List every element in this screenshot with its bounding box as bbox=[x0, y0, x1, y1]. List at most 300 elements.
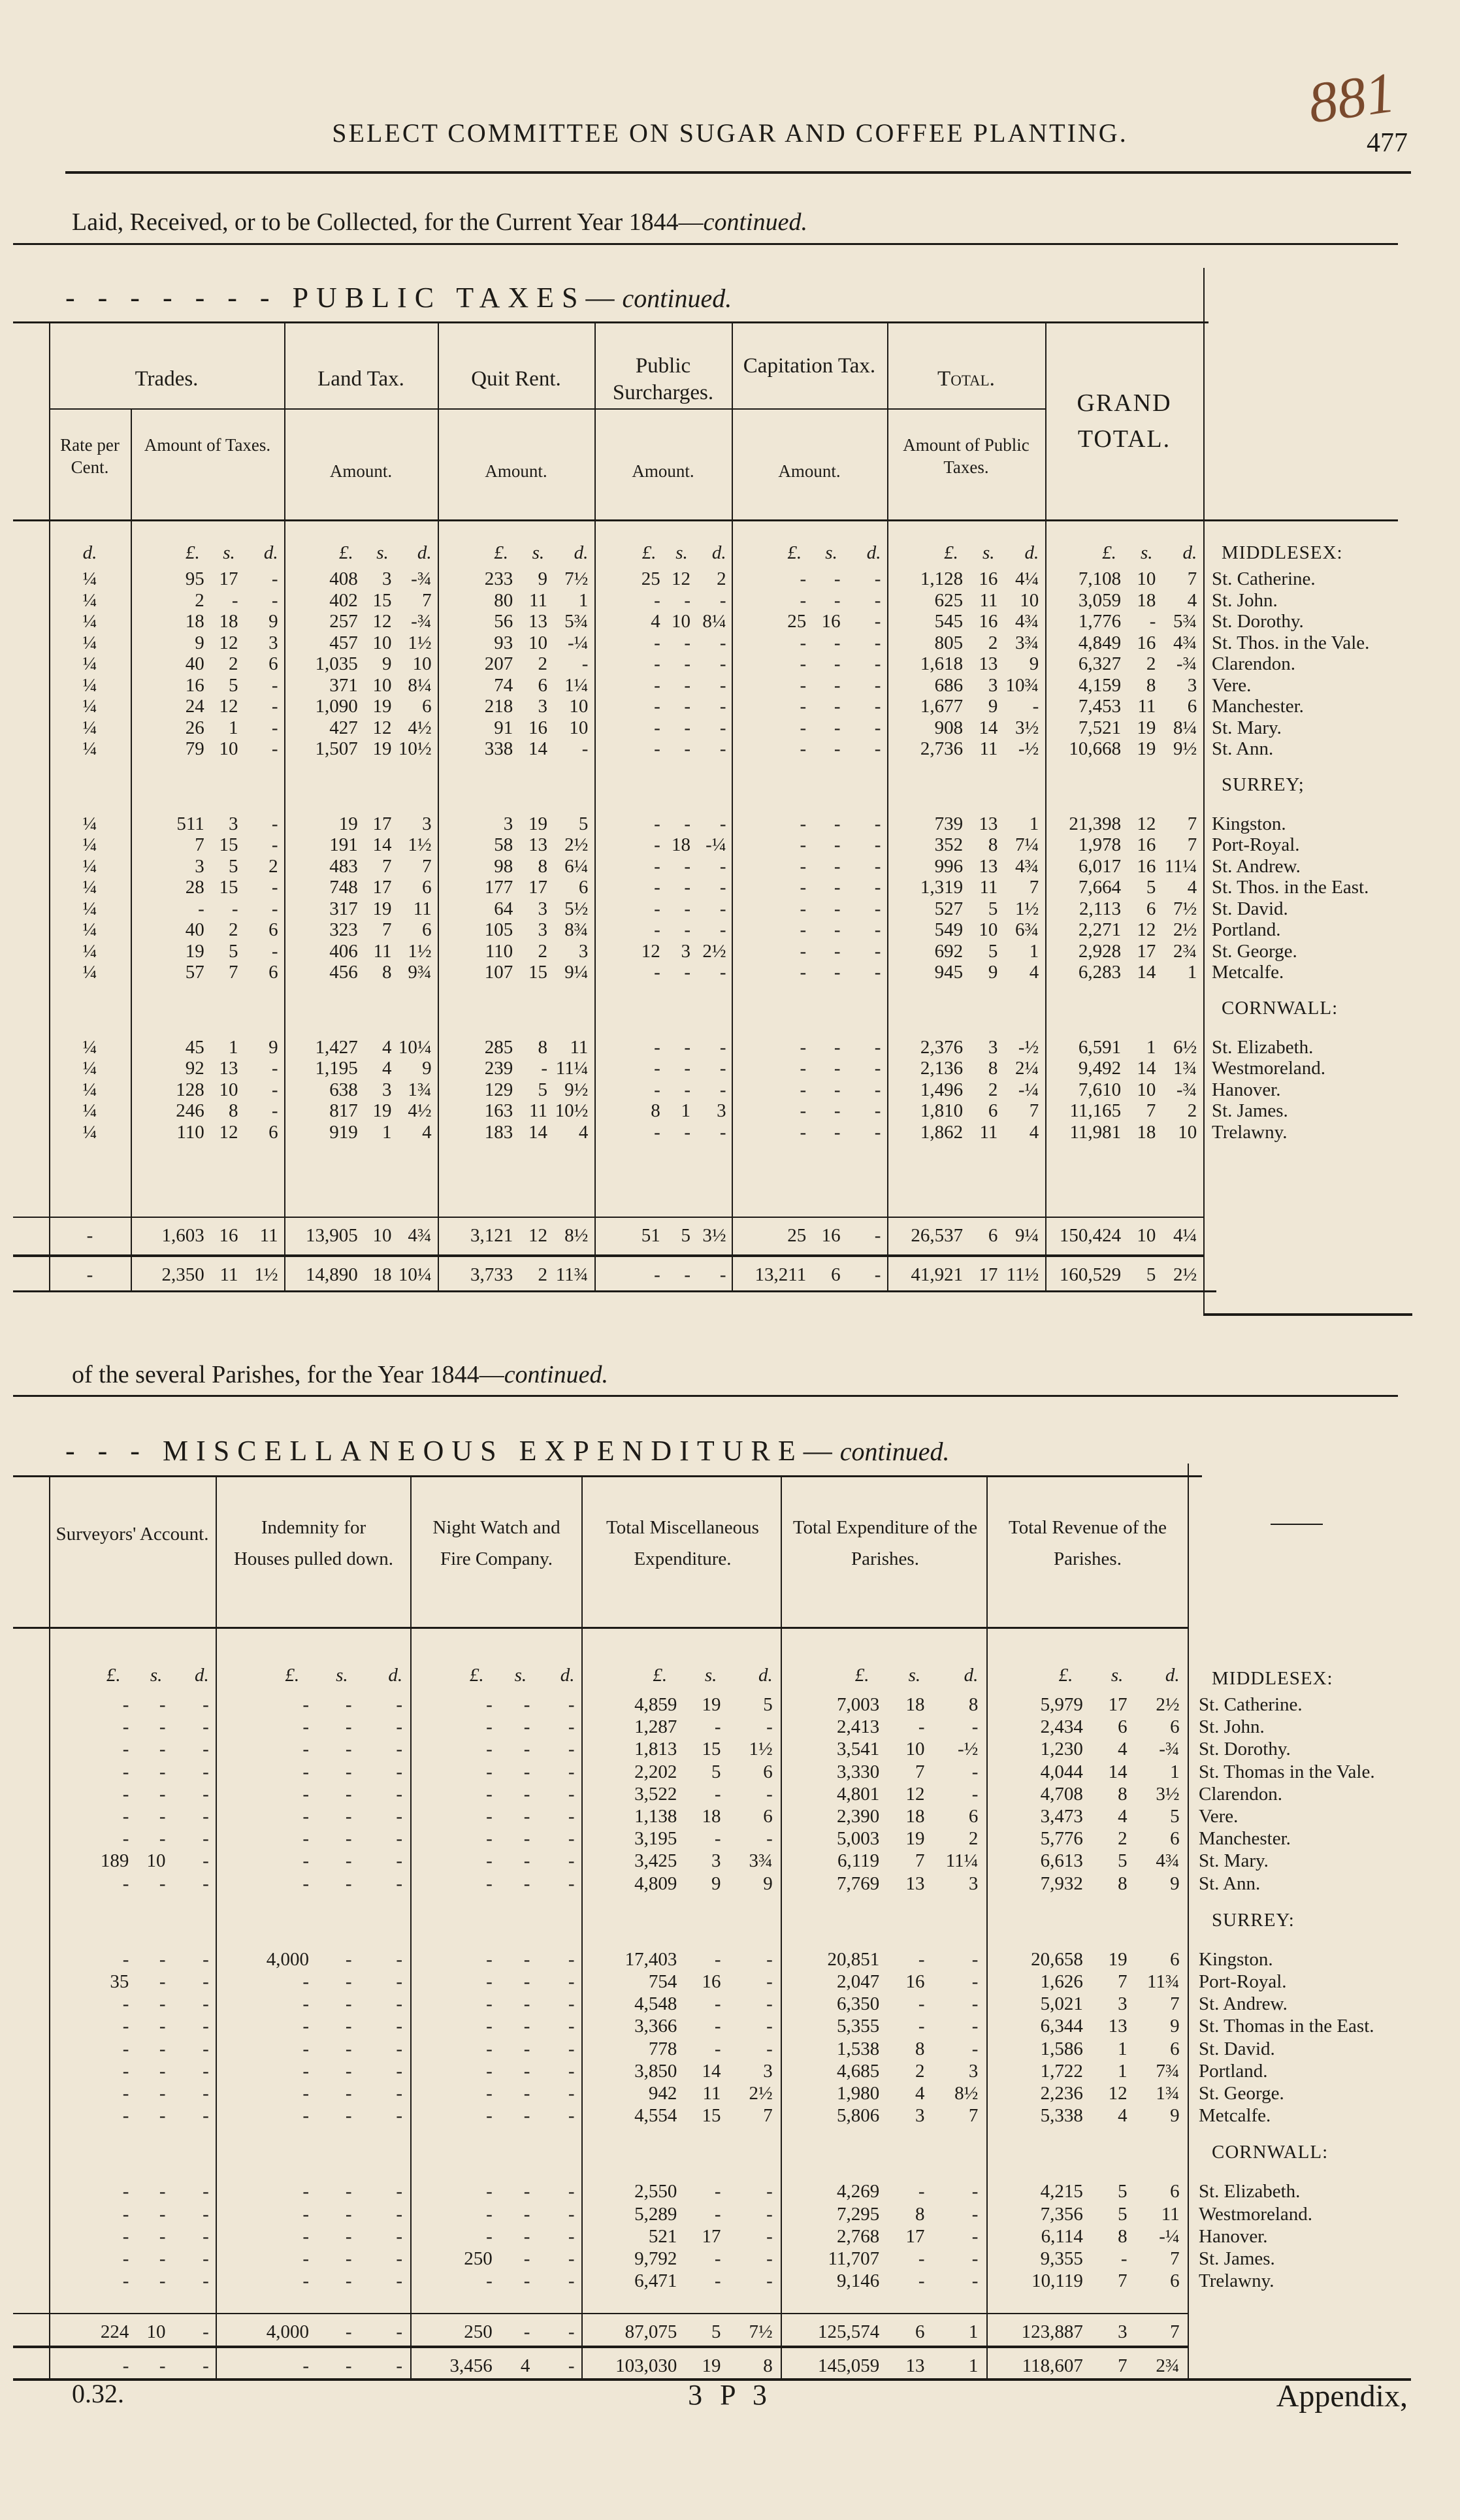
cell-cap-shillings: - bbox=[834, 674, 841, 696]
cell-cap-pounds: - bbox=[800, 717, 807, 738]
cell-ind-pence: - bbox=[396, 2248, 403, 2269]
cell-misc-pounds: 4,809 bbox=[634, 1873, 677, 1894]
cell-rev-shillings: 4 bbox=[1118, 2105, 1127, 2127]
parish-name: Vere. bbox=[1212, 674, 1252, 696]
cell-cap-pounds: - bbox=[800, 632, 807, 653]
cell-rev-pounds: 1,230 bbox=[1040, 1739, 1083, 1760]
cell-total-pence: 9 bbox=[1029, 653, 1039, 674]
cell-sur-shillings: - bbox=[684, 1121, 690, 1143]
parish-name: Kingston. bbox=[1212, 813, 1286, 834]
cell-night-pence: - bbox=[568, 2225, 575, 2247]
grid-line bbox=[13, 1627, 1188, 1629]
cell-rev-shillings: 7 bbox=[1118, 1971, 1127, 1992]
cell-misc-pounds: 6,471 bbox=[634, 2270, 677, 2292]
cell-ind-pounds: - bbox=[302, 2270, 310, 2292]
cell-night-pence: - bbox=[568, 1716, 575, 1738]
cell-night-shillings: - bbox=[523, 1783, 530, 1805]
total-total-shillings: 6 bbox=[988, 1225, 998, 1246]
cell-cap-shillings: - bbox=[834, 1058, 841, 1079]
unit-label: s. bbox=[223, 542, 235, 563]
unit-label: s. bbox=[1141, 542, 1153, 563]
cell-grand-pounds: 2,113 bbox=[1079, 898, 1122, 919]
cell-land-pounds: 191 bbox=[329, 834, 358, 855]
cell-grand-shillings: 5 bbox=[1146, 877, 1156, 898]
cell-trades-shillings: - bbox=[231, 589, 238, 611]
cell-land-pounds: 317 bbox=[329, 898, 358, 919]
cell-grand-shillings: 10 bbox=[1137, 568, 1156, 589]
cell-surv-pence: - bbox=[203, 1806, 209, 1827]
cell-surv-shillings: - bbox=[159, 1873, 166, 1894]
parish-name: St. Thos. in the East. bbox=[1212, 877, 1369, 898]
cell-exp-pounds: 1,980 bbox=[836, 2083, 880, 2104]
cell-trades-pounds: 18 bbox=[185, 611, 204, 632]
cell-rev-shillings: 1 bbox=[1118, 2038, 1127, 2059]
cell-sur-shillings: - bbox=[684, 898, 690, 919]
cell-trades-shillings: 8 bbox=[228, 1100, 238, 1121]
cell-land-shillings: 4 bbox=[381, 1058, 392, 1079]
cell-total-pence: 7 bbox=[1029, 1100, 1039, 1121]
cell-total-pence: 1½ bbox=[1015, 898, 1039, 919]
cell-cap-pence: - bbox=[874, 738, 881, 759]
cell-night-pence: - bbox=[568, 2016, 575, 2037]
rate-per-cent: ¼ bbox=[82, 611, 97, 632]
cell-ind-pounds: - bbox=[302, 2038, 310, 2059]
top-banner: - - - - - - - PUBLIC TAXES—continued. bbox=[65, 282, 732, 314]
total-surv-shillings: 10 bbox=[146, 2321, 166, 2342]
cell-quit-shillings: 8 bbox=[538, 855, 547, 877]
cell-grand-pence: 4¾ bbox=[1173, 632, 1197, 653]
cell-quit-pence: 3 bbox=[578, 940, 589, 962]
cell-night-pence: - bbox=[568, 1850, 575, 1872]
unit-label: £. bbox=[494, 542, 508, 563]
cell-night-pounds: - bbox=[486, 1850, 493, 1872]
cell-surv-shillings: - bbox=[159, 2083, 166, 2104]
cell-total-pounds: 1,862 bbox=[920, 1121, 964, 1143]
cell-misc-shillings: - bbox=[714, 1993, 721, 2015]
cell-night-pounds: - bbox=[486, 1694, 493, 1715]
cell-misc-pence: - bbox=[766, 2181, 773, 2202]
cell-grand-pence: 8¼ bbox=[1173, 717, 1197, 738]
cell-total-shillings: 13 bbox=[979, 813, 998, 834]
cell-ind-pence: - bbox=[396, 1850, 403, 1872]
cell-night-shillings: - bbox=[523, 2060, 530, 2082]
total-cap-pence: - bbox=[874, 1264, 881, 1285]
col-header-amount: Amount. bbox=[632, 461, 694, 481]
cell-land-pounds: 406 bbox=[329, 940, 358, 962]
col-header-total: Total. bbox=[937, 367, 995, 391]
cell-exp-shillings: 18 bbox=[905, 1694, 925, 1715]
cell-trades-pence: - bbox=[271, 1058, 278, 1079]
total-grand-shillings: 5 bbox=[1146, 1264, 1156, 1285]
cell-quit-pounds: 74 bbox=[494, 674, 513, 696]
cell-exp-pounds: 3,541 bbox=[836, 1739, 880, 1760]
cell-night-shillings: - bbox=[523, 1806, 530, 1827]
cell-grand-pounds: 6,283 bbox=[1078, 962, 1122, 983]
cell-night-shillings: - bbox=[523, 2105, 530, 2127]
cell-night-pounds: - bbox=[486, 1739, 493, 1760]
cell-total-shillings: 5 bbox=[988, 898, 998, 919]
cell-total-pounds: 996 bbox=[934, 855, 964, 877]
cell-night-pence: - bbox=[568, 1828, 575, 1850]
unit-label: £. bbox=[787, 542, 802, 563]
cell-quit-pounds: 163 bbox=[484, 1100, 513, 1121]
unit-label: s. bbox=[1111, 1665, 1124, 1686]
cell-surv-pence: - bbox=[203, 1993, 209, 2015]
page-title: SELECT COMMITTEE ON SUGAR AND COFFEE PLANTING. bbox=[332, 118, 1128, 148]
cell-trades-pounds: 110 bbox=[176, 1121, 204, 1143]
cell-cap-pounds: - bbox=[800, 568, 807, 589]
cell-exp-shillings: - bbox=[918, 2270, 925, 2292]
cell-quit-shillings: 16 bbox=[528, 717, 547, 738]
page-number: 477 bbox=[1367, 128, 1408, 158]
cell-night-pence: - bbox=[568, 1761, 575, 1782]
cell-exp-pounds: 2,413 bbox=[836, 1716, 880, 1738]
cell-rev-shillings: 6 bbox=[1118, 1716, 1127, 1738]
cell-grand-pounds: 1,776 bbox=[1078, 611, 1122, 632]
total-land-shillings: 18 bbox=[372, 1264, 392, 1285]
cell-grand-shillings: 16 bbox=[1137, 632, 1156, 653]
rate-per-cent: ¼ bbox=[82, 940, 97, 962]
cell-total-shillings: 11 bbox=[979, 589, 998, 611]
cell-misc-shillings: 5 bbox=[711, 1761, 721, 1782]
cell-ind-pounds: - bbox=[302, 2248, 310, 2269]
cell-rev-pence: -¾ bbox=[1159, 1739, 1180, 1760]
cell-ind-pounds: - bbox=[302, 2203, 310, 2225]
cell-misc-pounds: 942 bbox=[648, 2083, 677, 2104]
cell-ind-shillings: - bbox=[345, 1739, 352, 1760]
cell-land-pence: 4 bbox=[422, 1121, 432, 1143]
cell-rev-shillings: 8 bbox=[1118, 1873, 1127, 1894]
cell-cap-pence: - bbox=[874, 834, 881, 855]
cell-exp-pence: - bbox=[971, 1993, 979, 2015]
cell-sur-pounds: - bbox=[654, 1079, 660, 1100]
cell-land-shillings: 1 bbox=[381, 1121, 392, 1143]
cell-sur-pounds: - bbox=[654, 717, 660, 738]
cell-trades-pence: - bbox=[271, 717, 278, 738]
cell-exp-pence: - bbox=[971, 2203, 979, 2225]
parish-name: St. Thomas in the Vale. bbox=[1199, 1761, 1375, 1782]
cell-cap-pence: - bbox=[874, 1079, 881, 1100]
cell-sur-shillings: - bbox=[684, 1058, 690, 1079]
cell-sur-pounds: - bbox=[654, 962, 660, 983]
cell-quit-pence: 2½ bbox=[564, 834, 589, 855]
cell-surv-pence: - bbox=[203, 2105, 209, 2127]
total-rev-pounds: 123,887 bbox=[1021, 2321, 1083, 2342]
cell-land-pence: 6 bbox=[422, 877, 432, 898]
cell-total-pounds: 739 bbox=[934, 813, 964, 834]
cell-grand-pounds: 11,165 bbox=[1069, 1100, 1122, 1121]
cell-ind-pence: - bbox=[396, 1806, 403, 1827]
cell-exp-pence: 3 bbox=[968, 1873, 979, 1894]
cell-misc-pounds: 3,522 bbox=[634, 1783, 677, 1805]
cell-grand-pence: 7 bbox=[1187, 834, 1197, 855]
cell-sur-pence: -¼ bbox=[706, 834, 726, 855]
cell-misc-shillings: 9 bbox=[711, 1873, 721, 1894]
cell-trades-pounds: 2 bbox=[195, 589, 204, 611]
cell-grand-pounds: 2,271 bbox=[1078, 919, 1122, 940]
grid-line bbox=[13, 2346, 1188, 2348]
cell-trades-shillings: - bbox=[231, 898, 238, 919]
cell-rev-pence: 7¾ bbox=[1156, 2060, 1180, 2082]
cell-land-pence: 3 bbox=[422, 813, 432, 834]
cell-total-shillings: 6 bbox=[988, 1100, 998, 1121]
total-night-shillings: 4 bbox=[520, 2355, 530, 2376]
cell-cap-shillings: - bbox=[834, 834, 841, 855]
cell-trades-pence: 6 bbox=[268, 919, 278, 940]
unit-label: s. bbox=[532, 542, 545, 563]
cell-grand-pence: 6½ bbox=[1173, 1036, 1197, 1058]
top-banner-rule bbox=[13, 321, 1209, 323]
cell-sur-shillings: 1 bbox=[681, 1100, 690, 1121]
cell-rev-shillings: 8 bbox=[1118, 2225, 1127, 2247]
cell-ind-pounds: 4,000 bbox=[266, 1948, 310, 1970]
cell-sur-pounds: - bbox=[654, 674, 660, 696]
cell-cap-shillings: - bbox=[834, 1121, 841, 1143]
cell-total-pounds: 1,128 bbox=[920, 568, 964, 589]
col-header-surveyors: Surveyors' Account. bbox=[56, 1524, 209, 1545]
cell-misc-pounds: 521 bbox=[648, 2225, 677, 2247]
cell-total-pounds: 352 bbox=[934, 834, 964, 855]
cell-trades-shillings: 3 bbox=[228, 813, 238, 834]
cell-total-shillings: 2 bbox=[988, 1079, 998, 1100]
cell-quit-pence: 1 bbox=[578, 589, 589, 611]
cell-land-pence: 4½ bbox=[408, 1100, 432, 1121]
parish-name: St. David. bbox=[1212, 898, 1288, 919]
cell-trades-shillings: 2 bbox=[228, 919, 238, 940]
cell-night-pence: - bbox=[568, 1806, 575, 1827]
cell-surv-pounds: - bbox=[122, 2060, 129, 2082]
parish-name: St. Andrew. bbox=[1199, 1993, 1288, 2015]
top-subtitle-rule bbox=[13, 243, 1398, 245]
total-land-shillings: 10 bbox=[372, 1225, 392, 1246]
cell-trades-pounds: 95 bbox=[185, 568, 204, 589]
cell-rev-shillings: 3 bbox=[1118, 1993, 1127, 2015]
cell-cap-pounds: - bbox=[800, 696, 807, 717]
cell-total-shillings: 16 bbox=[979, 611, 998, 632]
cell-misc-pounds: 5,289 bbox=[634, 2203, 677, 2225]
cell-night-pence: - bbox=[568, 2248, 575, 2269]
cell-cap-shillings: - bbox=[834, 738, 841, 759]
parish-name: St. Elizabeth. bbox=[1212, 1036, 1314, 1058]
unit-label: £. bbox=[854, 1665, 869, 1686]
total-night-pounds: 3,456 bbox=[449, 2355, 493, 2376]
cell-ind-shillings: - bbox=[345, 1971, 352, 1992]
total-quit-pounds: 3,733 bbox=[470, 1264, 513, 1285]
cell-night-shillings: - bbox=[523, 1873, 530, 1894]
total-exp-pence: 1 bbox=[968, 2355, 979, 2376]
cell-sur-shillings: - bbox=[684, 877, 690, 898]
cell-sur-pence: - bbox=[719, 589, 726, 611]
cell-trades-pounds: 40 bbox=[185, 919, 204, 940]
col-header-capitation-tax: Capitation Tax. bbox=[743, 354, 876, 378]
cell-surv-shillings: - bbox=[159, 1806, 166, 1827]
rate-per-cent: ¼ bbox=[82, 898, 97, 919]
cell-quit-pounds: 239 bbox=[484, 1058, 513, 1079]
parish-name: St. Thos. in the Vale. bbox=[1212, 632, 1370, 653]
cell-total-shillings: 5 bbox=[988, 940, 998, 962]
cell-quit-pence: 6 bbox=[578, 877, 589, 898]
cell-misc-pounds: 4,859 bbox=[634, 1694, 677, 1715]
cell-cap-pounds: - bbox=[800, 1121, 807, 1143]
cell-night-pounds: 250 bbox=[464, 2248, 493, 2269]
parish-name: Manchester. bbox=[1212, 696, 1304, 717]
cell-quit-pence: 7½ bbox=[564, 568, 589, 589]
total-exp-pounds: 125,574 bbox=[817, 2321, 880, 2342]
cell-exp-pence: - bbox=[971, 2038, 979, 2059]
cell-ind-pounds: - bbox=[302, 1783, 310, 1805]
cell-trades-pounds: 128 bbox=[176, 1079, 204, 1100]
cell-land-pence: 1¾ bbox=[408, 1079, 432, 1100]
cell-ind-shillings: - bbox=[345, 1993, 352, 2015]
cell-sur-pounds: - bbox=[654, 1058, 660, 1079]
cell-grand-pence: 3 bbox=[1187, 674, 1197, 696]
cell-rev-pounds: 10,119 bbox=[1031, 2270, 1083, 2292]
cell-trades-pounds: 16 bbox=[185, 674, 204, 696]
cell-land-pounds: 638 bbox=[329, 1079, 358, 1100]
cell-land-pence: 8¼ bbox=[408, 674, 432, 696]
cell-surv-pounds: - bbox=[122, 2181, 129, 2202]
cell-night-pounds: - bbox=[486, 1783, 493, 1805]
col-header-trades: Trades. bbox=[135, 367, 199, 391]
cell-surv-pence: - bbox=[203, 2038, 209, 2059]
cell-land-pounds: 1,507 bbox=[315, 738, 358, 759]
cell-land-pence: 7 bbox=[422, 589, 432, 611]
grid-line bbox=[986, 1477, 988, 2378]
cell-quit-pounds: 338 bbox=[484, 738, 513, 759]
grid-line bbox=[1045, 323, 1046, 1290]
cell-grand-pounds: 2,928 bbox=[1078, 940, 1122, 962]
cell-misc-pence: - bbox=[766, 1783, 773, 1805]
cell-surv-shillings: - bbox=[159, 2225, 166, 2247]
cell-grand-shillings: 12 bbox=[1137, 813, 1156, 834]
cell-sur-shillings: - bbox=[684, 717, 690, 738]
cell-surv-pence: - bbox=[203, 2181, 209, 2202]
cell-night-shillings: - bbox=[523, 1761, 530, 1782]
cell-quit-shillings: 3 bbox=[538, 696, 547, 717]
cell-surv-shillings: - bbox=[159, 1948, 166, 1970]
cell-ind-pounds: - bbox=[302, 1716, 310, 1738]
total-surv-pence: - bbox=[203, 2321, 209, 2342]
cell-grand-shillings: 18 bbox=[1137, 589, 1156, 611]
top-subtitle: Laid, Received, or to be Collected, for the Current Year 1844—continued. bbox=[72, 208, 807, 236]
cell-night-shillings: - bbox=[523, 2248, 530, 2269]
grid-line bbox=[581, 1477, 583, 2378]
cell-surv-pounds: - bbox=[122, 1828, 129, 1850]
cell-grand-pounds: 7,664 bbox=[1078, 877, 1122, 898]
grid-line bbox=[216, 1477, 217, 2378]
cell-night-pounds: - bbox=[486, 1806, 493, 1827]
cell-surv-pence: - bbox=[203, 1873, 209, 1894]
cell-cap-pence: - bbox=[874, 855, 881, 877]
cell-exp-pence: - bbox=[971, 2248, 979, 2269]
cell-trades-pounds: 26 bbox=[185, 717, 204, 738]
cell-trades-shillings: 10 bbox=[219, 738, 238, 759]
cell-trades-pence: 6 bbox=[268, 1121, 278, 1143]
cell-night-pounds: - bbox=[486, 1948, 493, 1970]
cell-rev-shillings: 7 bbox=[1118, 2270, 1127, 2292]
total-ind-pence: - bbox=[396, 2355, 403, 2376]
cell-cap-pence: - bbox=[874, 589, 881, 611]
cell-rev-pence: 6 bbox=[1170, 1716, 1180, 1738]
cell-surv-pounds: 35 bbox=[110, 1971, 129, 1992]
cell-trades-pounds: 40 bbox=[185, 653, 204, 674]
cell-land-pounds: 1,090 bbox=[315, 696, 358, 717]
total-grand-pounds: 160,529 bbox=[1059, 1264, 1122, 1285]
cell-misc-pence: 3¾ bbox=[749, 1850, 773, 1872]
unit-label: s. bbox=[675, 542, 688, 563]
cell-exp-pence: 2 bbox=[968, 1828, 979, 1850]
cell-surv-shillings: - bbox=[159, 2248, 166, 2269]
col-header-total-expenditure: Total Expenditure of the Parishes. bbox=[792, 1517, 978, 1569]
cell-misc-pence: 1½ bbox=[749, 1739, 773, 1760]
cell-rev-shillings: 13 bbox=[1108, 2016, 1127, 2037]
cell-trades-pence: - bbox=[271, 898, 278, 919]
cell-surv-pence: - bbox=[203, 2060, 209, 2082]
cell-total-pence: -½ bbox=[1018, 1036, 1039, 1058]
cell-rev-pence: 2½ bbox=[1156, 1694, 1180, 1715]
parish-name: St. David. bbox=[1199, 2038, 1275, 2059]
cell-sur-shillings: 10 bbox=[671, 611, 690, 632]
total-exp-pounds: 145,059 bbox=[817, 2355, 880, 2376]
cell-sur-pounds: - bbox=[654, 898, 660, 919]
cell-land-shillings: 14 bbox=[372, 834, 392, 855]
cell-quit-pence: - bbox=[581, 738, 589, 759]
cell-sur-pounds: - bbox=[654, 834, 660, 855]
cell-surv-shillings: - bbox=[159, 2270, 166, 2292]
cell-land-pounds: 1,035 bbox=[315, 653, 358, 674]
cell-night-pence: - bbox=[568, 2083, 575, 2104]
cell-sur-pounds: - bbox=[654, 919, 660, 940]
cell-surv-pence: - bbox=[203, 1850, 209, 1872]
cell-night-pounds: - bbox=[486, 2270, 493, 2292]
cell-exp-shillings: 3 bbox=[915, 2105, 925, 2127]
unit-label: d. bbox=[1182, 542, 1197, 563]
parish-name: St. Catherine. bbox=[1212, 568, 1316, 589]
grid-line bbox=[781, 1477, 782, 2378]
col-header-public-surcharges: Public Surcharges. bbox=[612, 354, 714, 405]
cell-sur-pence: - bbox=[719, 717, 726, 738]
cell-grand-shillings: 2 bbox=[1146, 653, 1156, 674]
cell-grand-pounds: 7,610 bbox=[1078, 1079, 1122, 1100]
cell-land-shillings: 7 bbox=[381, 855, 392, 877]
cell-quit-pounds: 207 bbox=[484, 653, 513, 674]
cell-surv-pounds: - bbox=[122, 2083, 129, 2104]
cell-total-shillings: 3 bbox=[988, 674, 998, 696]
cell-grand-pence: 7 bbox=[1187, 568, 1197, 589]
cell-surv-pounds: - bbox=[122, 2203, 129, 2225]
cell-exp-pounds: 4,269 bbox=[836, 2181, 880, 2202]
cell-misc-pounds: 4,548 bbox=[634, 1993, 677, 2015]
cell-surv-pounds: - bbox=[122, 1783, 129, 1805]
cell-grand-pence: 9½ bbox=[1173, 738, 1197, 759]
cell-trades-pence: - bbox=[271, 1079, 278, 1100]
cell-rev-shillings: - bbox=[1120, 2248, 1127, 2269]
cell-cap-pounds: - bbox=[800, 653, 807, 674]
cell-quit-pounds: 3 bbox=[503, 813, 513, 834]
cell-grand-pence: 11¼ bbox=[1164, 855, 1197, 877]
cell-land-pounds: 1,195 bbox=[315, 1058, 358, 1079]
cell-surv-pounds: - bbox=[122, 2248, 129, 2269]
cell-sur-pence: - bbox=[719, 919, 726, 940]
unit-label: £. bbox=[944, 542, 958, 563]
cell-total-pence: -¼ bbox=[1018, 1079, 1039, 1100]
cell-grand-pounds: 9,492 bbox=[1078, 1058, 1122, 1079]
cell-night-pence: - bbox=[568, 1739, 575, 1760]
cell-land-pounds: 323 bbox=[329, 919, 358, 940]
cell-night-pence: - bbox=[568, 2060, 575, 2082]
col-header-amount-taxes: Amount of Taxes. bbox=[144, 435, 271, 455]
rate-per-cent: ¼ bbox=[82, 962, 97, 983]
